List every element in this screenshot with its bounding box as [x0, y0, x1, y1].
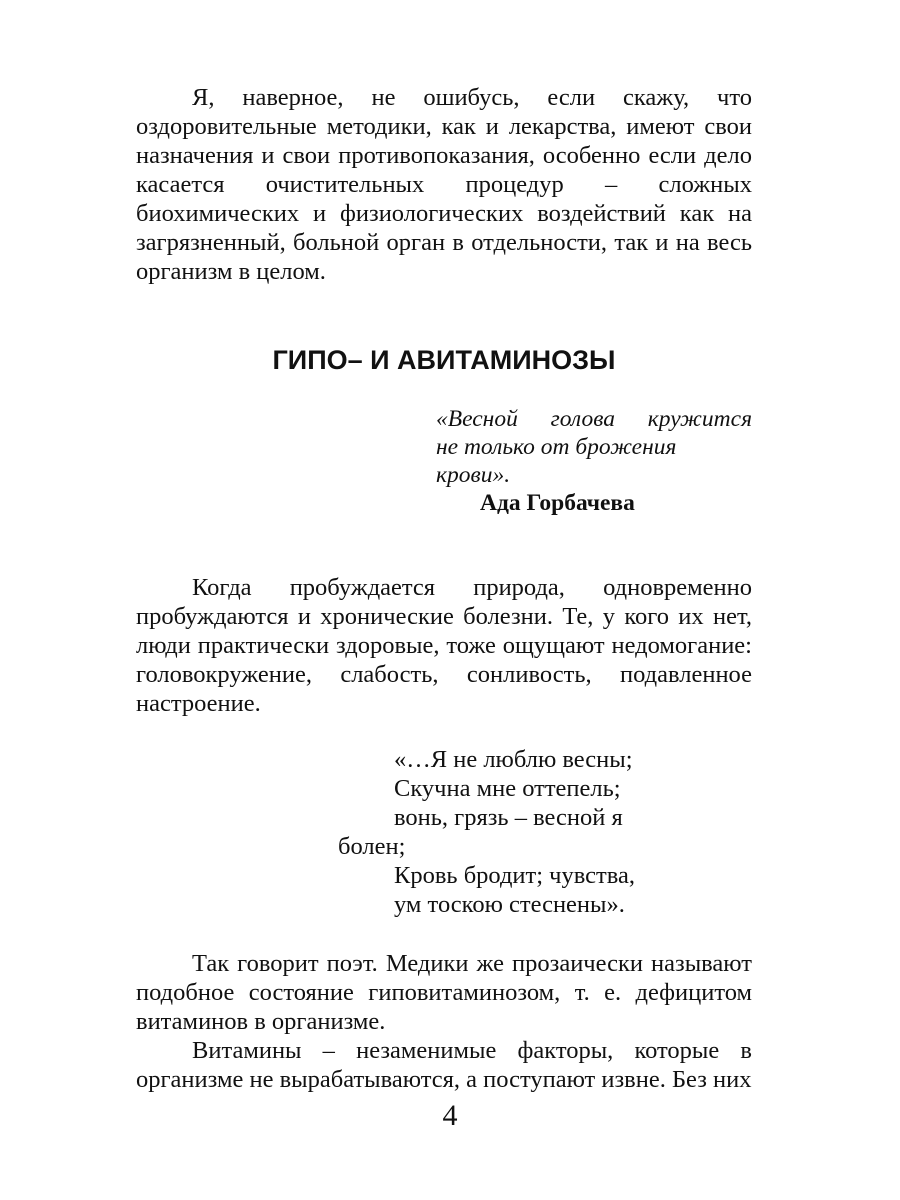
poem-line: вонь, грязь – весной я: [394, 804, 623, 831]
poem-line: ум тоскою стеснены».: [394, 891, 625, 918]
poem-line: «…Я не люблю весны;: [394, 746, 633, 773]
epigraph: [436, 405, 752, 517]
poem-line: Кровь бродит; чувства,: [394, 862, 636, 889]
epigraph-line: «Весной голова кружится: [436, 406, 752, 432]
poem-line: Скучна мне оттепель;: [394, 775, 621, 802]
paragraph-spring: Когда пробуждается природа, одновременно пробуждаются и хронические болезни. Те, у кого их нет, люди практически здоровые, тоже ощущают недомогание: головокружение, слабость, сонливость, подавленное настроение.: [136, 574, 752, 717]
epigraph-author: Ада Горбачева: [480, 490, 635, 516]
paragraph-poet: Так говорит поэт. Медики же прозаически называют подобное состояние гиповитаминозом, т. е. дефицитом витаминов в организме.: [136, 950, 752, 1035]
section-heading: ГИПО– И АВИТАМИНОЗЫ: [272, 345, 616, 375]
poem-quote: [338, 745, 678, 919]
poem-line: болен;: [338, 833, 406, 860]
epigraph-line: не только от брожения крови».: [436, 434, 677, 488]
page-number: 4: [442, 1099, 458, 1132]
paragraph-vitamins: Витамины – незаменимые факторы, которые в организме не вырабатываются, а поступают извне. Без них: [136, 1037, 752, 1093]
paragraph-intro: Я, наверное, не ошибусь, если скажу, что оздоровительные методики, как и лекарства, имеют свои назначения и свои противопоказания, особенно если дело касается очистительных процедур – сложных биохимических и физиологических воздействий как на загрязненный, больной орган в отдельности, так и на весь организм в целом.: [136, 84, 752, 285]
